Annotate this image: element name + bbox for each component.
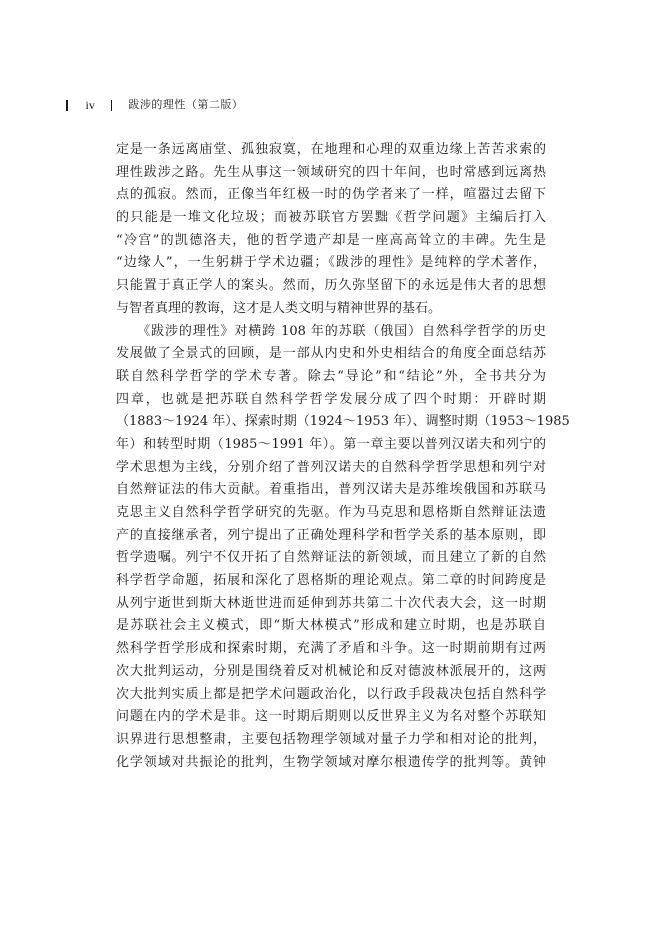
text-line: 只能置于真正学人的案头。然而，历久弥坚留下的永远是伟大者的思想	[116, 278, 546, 294]
text-line: 年）和转型时期（1985～1991 年）。第一章主要以普列汉诺夫和列宁的	[116, 436, 546, 452]
text-line: 然科学哲学形成和探索时期，充满了矛盾和斗争。这一时期前期有过两	[116, 641, 546, 657]
text-line: 理性跋涉之路。先生从事这一领域研究的四十年间，也时常感到远离热	[116, 164, 546, 180]
text-line: 克思主义自然科学哲学研究的先驱。作为马克思和恩格斯自然辩证法遗	[116, 505, 546, 520]
header-rule-left	[66, 100, 68, 111]
text-line: “边缘人”，一生躬耕于学术边疆；《跋涉的理性》是纯粹的学术著作，	[116, 255, 546, 271]
text-line: （1883～1924 年）、探索时期（1924～1953 年）、调整时期（1953～1985	[116, 414, 570, 430]
text-line: “冷宫”的凯德洛夫，他的哲学遗产却是一座高高耸立的丰碑。先生是	[116, 232, 546, 248]
text-line: 自然辩证法的伟大贡献。着重指出，普列汉诺夫是苏维埃俄国和苏联马	[116, 482, 546, 498]
text-line: 四章，也就是把苏联自然科学哲学发展分成了四个时期：开辟时期	[116, 391, 546, 407]
text-line: 定是一条远离庙堂、孤独寂寞，在地理和心理的双重边缘上苦苦求索的	[116, 142, 546, 157]
text-line: 与智者真理的教诲，这才是人类文明与精神世界的基石。	[116, 300, 442, 316]
text-line: 从列宁逝世到斯大林逝世进而延伸到苏共第二十次代表大会，这一时期	[116, 595, 546, 611]
header-rule-right	[111, 100, 113, 111]
text-line: 的只能是一堆文化垃圾；而被苏联官方罢黜《哲学问题》主编后打入	[116, 210, 546, 226]
running-header	[66, 97, 243, 113]
text-line: 次大批判实质上都是把学术问题政治化，以行政手段裁决包括自然科学	[116, 686, 546, 702]
text-line: 化学领域对共振论的批判，生物学领域对摩尔根遗传学的批判等。黄钟	[116, 754, 546, 770]
text-line: 联自然科学哲学的学术专著。除去“导论”和“结论”外，全书共分为	[116, 368, 546, 384]
page-number: iv	[85, 98, 95, 112]
text-line: 科学哲学命题，拓展和深化了恩格斯的理论观点。第二章的时间跨度是	[116, 573, 546, 589]
text-line: 《跋涉的理性》对横跨 108 年的苏联（俄国）自然科学哲学的历史	[116, 323, 546, 339]
text-line: 学术思想为主线，分别介绍了普列汉诺夫的自然科学哲学思想和列宁对	[116, 459, 546, 475]
body-text	[116, 139, 570, 774]
text-line: 问题在内的学术是非。这一时期后期则以反世界主义为名对整个苏联知	[116, 709, 546, 725]
text-line: 识界进行思想整肃，主要包括物理学领域对量子力学和相对论的批判，	[116, 731, 546, 747]
text-line: 哲学遗嘱。列宁不仅开拓了自然辩证法的新领域，而且建立了新的自然	[116, 550, 546, 566]
text-line: 发展做了全景式的回顾，是一部从内史和外史相结合的角度全面总结苏	[116, 346, 546, 362]
book-title: 跋涉的理性（第二版）	[128, 98, 244, 111]
text-line: 点的孤寂。然而，正像当年红极一时的伪学者来了一样，喧嚣过去留下	[116, 187, 546, 203]
text-line: 次大批判运动，分别是围绕着反对机械论和反对德波林派展开的，这两	[116, 663, 546, 679]
text-line: 是苏联社会主义模式，即“斯大林模式”形成和建立时期，也是苏联自	[116, 618, 546, 634]
text-line: 产的直接继承者，列宁提出了正确处理科学和哲学关系的基本原则，即	[116, 527, 546, 543]
